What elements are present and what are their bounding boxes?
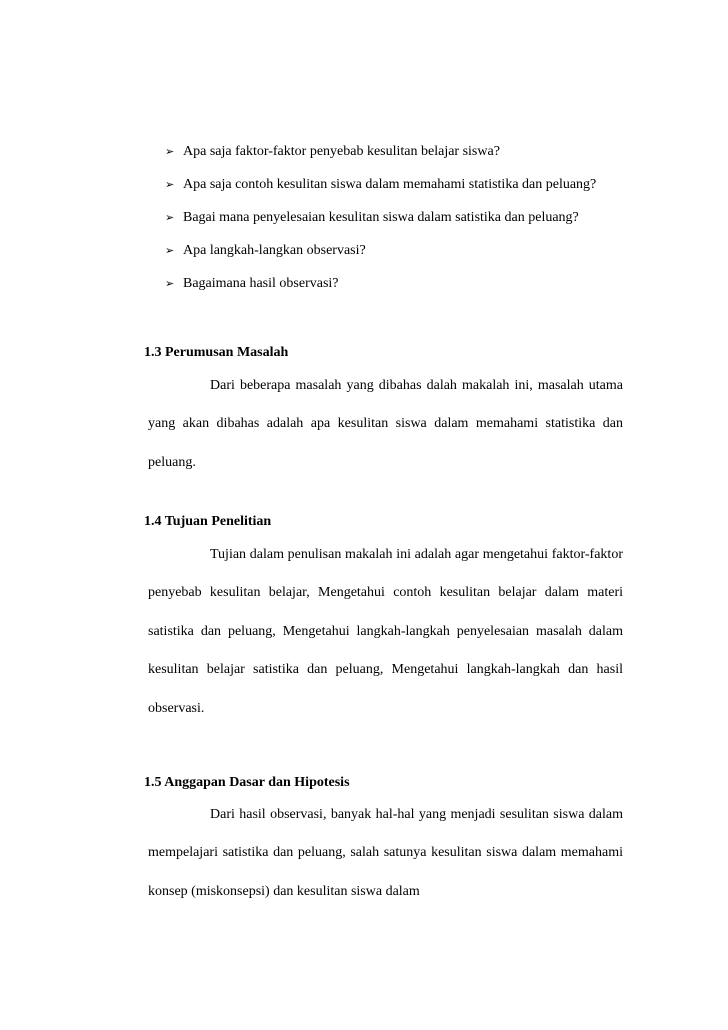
section-heading: 1.5 Anggapan Dasar dan Hipotesis [144, 775, 350, 790]
arrow-bullet-icon: ➢ [165, 179, 175, 191]
list-item-text: Apa saja contoh kesulitan siswa dalam memahami statistika dan peluang? [183, 177, 597, 192]
list-item [165, 175, 596, 195]
list-item-text: Apa saja faktor-faktor penyebab kesulitan belajar siswa? [183, 144, 500, 159]
list-item [165, 208, 579, 228]
list-item-text: Bagai mana penyelesaian kesulitan siswa dalam satistika dan peluang? [183, 210, 579, 225]
list-item [165, 274, 339, 294]
arrow-bullet-icon: ➢ [165, 245, 175, 257]
section-heading: 1.3 Perumusan Masalah [144, 345, 289, 360]
section-paragraph: Tujian dalam penulisan makalah ini adalah agar mengetahui faktor-faktor penyebab kesulitan belajar, Mengetahui contoh kesulitan belajar dalam materi satistika dan peluang, Mengetahui langkah-langkah penyelesaian masalah dalam kesulitan belajar satistika dan peluang, Mengetahui langkah-langkah dan hasil observasi. [148, 547, 623, 716]
arrow-bullet-icon: ➢ [165, 146, 175, 158]
list-item [165, 142, 500, 162]
list-item-text: Apa langkah-langkan observasi? [183, 243, 366, 258]
section-paragraph: Dari hasil observasi, banyak hal-hal yang menjadi sesulitan siswa dalam mempelajari satistika dan peluang, salah satunya kesulitan siswa dalam memahami konsep (miskonsepsi) dan kesulitan siswa dalam [148, 807, 623, 899]
list-item-text: Bagaimana hasil observasi? [183, 276, 339, 291]
arrow-bullet-icon: ➢ [165, 278, 175, 290]
section-paragraph: Dari beberapa masalah yang dibahas dalah makalah ini, masalah utama yang akan dibahas adalah apa kesulitan siswa dalam memahami statistika dan peluang. [148, 378, 623, 470]
arrow-bullet-icon: ➢ [165, 212, 175, 224]
section-heading: 1.4 Tujuan Penelitian [144, 514, 272, 529]
list-item [165, 241, 366, 261]
